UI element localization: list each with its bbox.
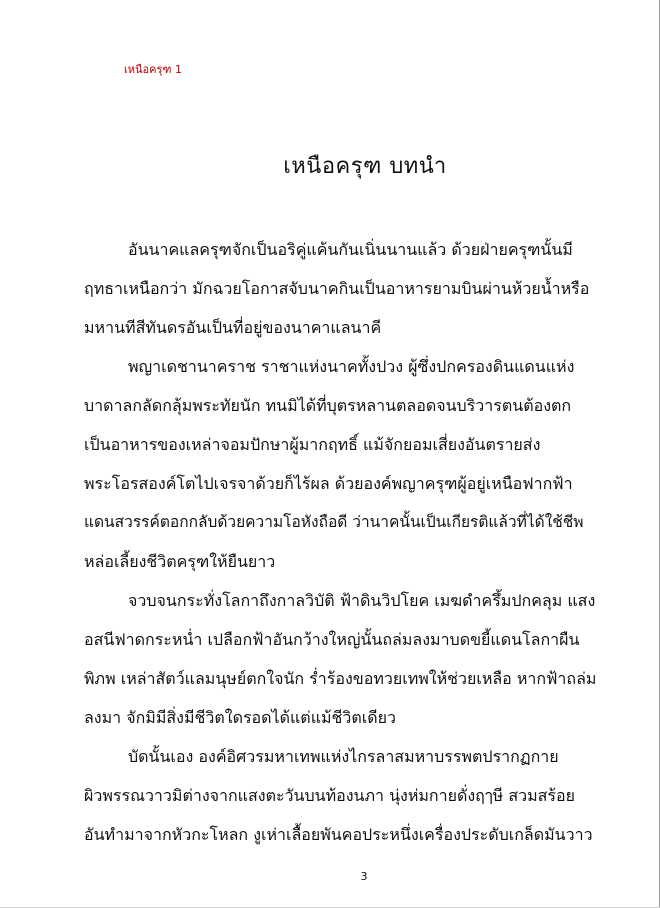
text-line: มหานทีสีทันดรอันเป็นที่อยู่ของนาคาแลนาคี <box>84 318 382 337</box>
text-line: ผิวพรรณวาวมิต่างจากแสงตะวันบนท้องนภา นุ่งห่มกายดั่งฤๅษี สวมสร้อย <box>84 786 575 805</box>
text-line: หล่อเลี้ยงชีวิตครุฑให้ยืนยาว <box>84 552 276 571</box>
text-line: พญาเดชานาคราช ราชาแห่งนาคทั้งปวง ผู้ซึ่งปกครองดินแดนแห่ง <box>128 357 575 376</box>
text-line: บัดนั้นเอง องค์อิศวรมหาเทพแห่งไกรลาสมหาบรรพตปรากฏกาย <box>128 747 559 766</box>
text-line: อันนาคแลครุฑจักเป็นอริคู่แค้นกันเนิ่นนานแล้ว ด้วยฝ่ายครุฑนั้นมี <box>128 240 573 259</box>
page-number: 3 <box>360 870 368 883</box>
text-line: บาดาลกลัดกลุ้มพระทัยนัก ทนมิได้ที่บุตรหลานตลอดจนบริวารตนต้องตก <box>84 396 572 415</box>
text-line: พระโอรสองค์โตไปเจรจาด้วยก็ไร้ผล ด้วยองค์พญาครุฑผู้อยู่เหนือฟากฟ้า <box>84 474 573 493</box>
text-line: พิภพ เหล่าสัตว์แลมนุษย์ตกใจนัก ร่ำร้องขอทวยเทพให้ช่วยเหลือ หากฟ้าถล่ม <box>84 669 597 688</box>
body-text <box>84 230 598 854</box>
text-line: ลงมา จักมิมีสิ่งมีชีวิตใดรอดได้แต่แม้ชีวิตเดียว <box>84 708 396 727</box>
text-line: จวบจนกระทั่งโลกาถึงกาลวิบัติ ฟ้าดินวิปโยค เมฆดำครึ้มปกคลุม แสง <box>128 591 596 610</box>
text-line: อสนีฟาดกระหน่ำ เปลือกฟ้าอันกว้างใหญ่นั้นถล่มลงมาบดขยี้แดนโลกาผืน <box>84 630 580 649</box>
running-header: เหนือครุฑ 1 <box>124 63 183 76</box>
text-line: เป็นอาหารของเหล่าจอมปักษาผู้มากฤทธิ์ แม้จักยอมเสี่ยงอันตรายส่ง <box>84 435 541 454</box>
text-line: ฤทธาเหนือกว่า มักฉวยโอกาสจับนาคกินเป็นอาหารยามบินผ่านห้วยน้ำหรือ <box>84 279 590 298</box>
text-line: อันทำมาจากหัวกะโหลก งูเห่าเลื้อยพันคอประหนึ่งเครื่องประดับเกล็ดมันวาว <box>84 825 593 844</box>
chapter-title: เหนือครุฑ บทนำ <box>283 154 447 179</box>
text-line: แดนสวรรค์ตอกกลับด้วยความโอหังถือดี ว่านาคนั้นเป็นเกียรติแล้วที่ได้ใช้ชีพ <box>84 513 584 531</box>
